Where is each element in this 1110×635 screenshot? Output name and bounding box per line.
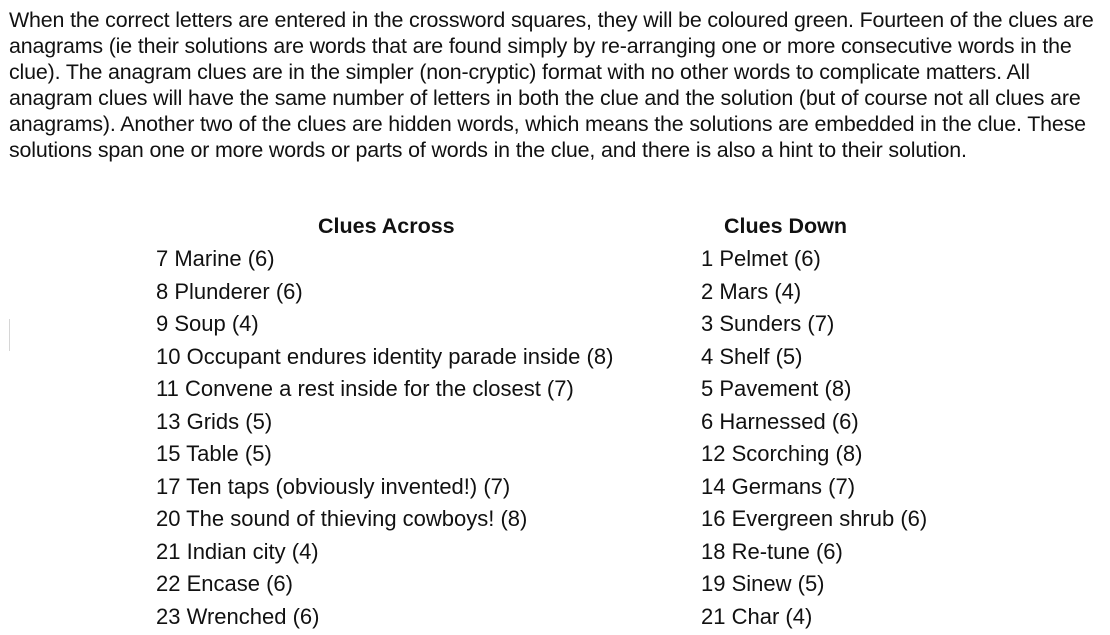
across-clue: 23 Wrenched (6) [156,603,320,629]
clues-down-heading: Clues Down [724,214,848,238]
across-clue: 13 Grids (5) [156,408,273,434]
across-clue: 10 Occupant endures identity parade inside (8) [156,343,614,369]
across-clue: 11 Convene a rest inside for the closest (7) [156,376,574,401]
across-clue: 15 Table (5) [156,441,272,466]
down-clue: 12 Scorching (8) [701,441,863,466]
down-clue: 14 Germans (7) [701,473,856,499]
down-clue: 2 Mars (4) [701,278,802,304]
instructions-paragraph: When the correct letters are entered in the crossword squares, they will be coloured green. Fourteen of the clues are anagrams (ie their solutions are words that are found simply by re-arranging one or more consecutive words in the clue). The anagram clues are in the simpler (non-cryptic) format with no other words to complicate matters. All anagram clues will have the same number of letters in both the clue and the solution (but of course not all clues are anagrams). Another two of the clues are hidden words, which means the solutions are embedded in the clue. These solutions span one or more words or parts of words in the clue, and there is also a hint to their solution. [9,8,1094,162]
across-clue: 7 Marine (6) [156,246,275,271]
down-clue: 18 Re-tune (6) [701,538,843,564]
down-clue: 6 Harnessed (6) [701,408,859,434]
down-clue: 3 Sunders (7) [701,311,835,336]
across-clue: 8 Plunderer (6) [156,278,303,304]
down-clue: 16 Evergreen shrub (6) [701,506,928,531]
clues-across-heading: Clues Across [318,214,455,238]
down-clue: 1 Pelmet (6) [701,246,821,271]
down-clue: 19 Sinew (5) [701,571,825,596]
down-clue: 4 Shelf (5) [701,343,803,369]
clues-down-list [701,243,1001,633]
down-clue: 21 Char (4) [701,603,813,629]
clues-across-list [156,243,676,633]
across-clue: 9 Soup (4) [156,311,259,336]
across-clue: 20 The sound of thieving cowboys! (8) [156,506,528,531]
text-cursor [9,319,10,351]
down-clue: 5 Pavement (8) [701,376,852,401]
across-clue: 22 Encase (6) [156,571,293,596]
clues-across-section [156,211,676,633]
across-clue: 17 Ten taps (obviously invented!) (7) [156,473,511,499]
across-clue: 21 Indian city (4) [156,538,319,564]
clues-down-section [701,211,1001,633]
